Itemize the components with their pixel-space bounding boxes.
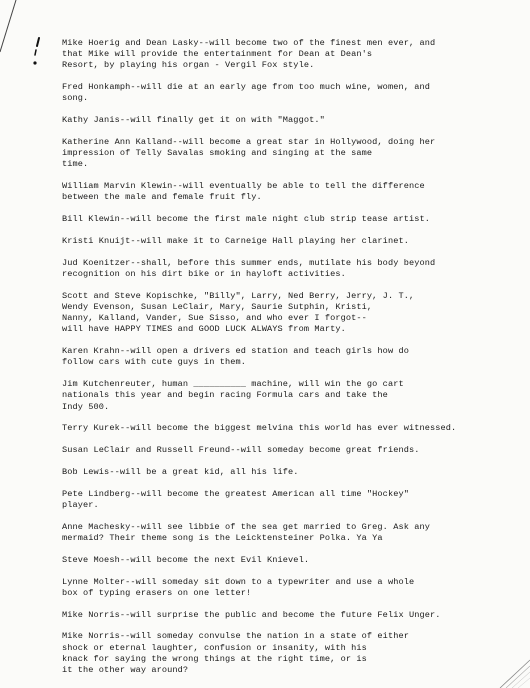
entry-continuation-line: player.: [62, 500, 99, 510]
prophecy-entry: [62, 236, 522, 247]
prophecy-entry: [62, 489, 522, 511]
prophecy-entry: [62, 346, 522, 368]
entry-continuation-line: recognition on his dirt bike or in hayloft activities.: [62, 269, 346, 279]
entry-first-line: Jim Kutchenreuter, human __________ machine, will win the go cart: [62, 379, 404, 390]
entry-continuation-line: that Mike will provide the entertainment for Dean at Dean's: [62, 49, 373, 60]
entry-first-line: Kathy Janis--will finally get it on with "Maggot.": [62, 115, 325, 126]
entry-first-line: Mike Hoerig and Dean Lasky--will become two of the finest men ever, and: [62, 38, 436, 48]
entry-continuation-line: mermaid? Their theme song is the Leicktensteiner Polka. Ya Ya: [62, 533, 383, 543]
entry-continuation-line: Wendy Evenson, Susan LeClair, Mary, Saurie Sutphin, Kristi,: [62, 302, 373, 312]
prophecy-entry: [62, 115, 522, 126]
prophecy-entry: [62, 631, 522, 676]
prophecy-entry: [62, 445, 522, 456]
entry-first-line: Pete Lindberg--will become the greatest American all time "Hockey": [62, 488, 409, 499]
entry-first-line: Lynne Molter--will someday sit down to a typewriter and use a whole: [62, 576, 415, 587]
entry-first-line: Bob Lewis--will be a great kid, all his life.: [62, 467, 299, 477]
entry-first-line: William Marvin Klewin--will eventually be able to tell the difference: [62, 181, 425, 192]
entry-continuation-line: Nanny, Kalland, Vander, Sue Sisso, and who ever I forgot--: [62, 313, 367, 324]
entry-continuation-line: song.: [62, 93, 89, 104]
entry-first-line: Steve Moesh--will become the next Evil Knievel.: [62, 554, 310, 565]
entry-first-line: Fred Honkamph--will die at an early age from too much wine, women, and: [62, 82, 430, 93]
entry-first-line: Terry Kurek--will become the biggest melvina this world has ever witnessed.: [62, 423, 457, 434]
prophecy-entry: [62, 577, 522, 599]
prophecy-entry: [62, 137, 522, 171]
prophecy-entry: [62, 522, 522, 544]
entry-continuation-line: box of typing erasers on one letter!: [62, 587, 252, 598]
entry-first-line: Karen Krahn--will open a drivers ed station and teach girls how do: [62, 346, 409, 357]
entry-first-line: Mike Norris--will someday convulse the nation in a state of either: [62, 631, 409, 642]
prophecy-entry: [62, 38, 522, 72]
entry-first-line: Susan LeClair and Russell Freund--will someday become great friends.: [62, 445, 420, 456]
entry-first-line: Jud Koenitzer--shall, before this summer ends, mutilate his body beyond: [62, 257, 436, 268]
entry-continuation-line: shock or eternal laughter, confusion or insanity, with his: [62, 642, 367, 653]
entry-continuation-line: nationals this year and begin racing Formula cars and take the: [62, 390, 388, 401]
page-corner-scan-mark: [490, 648, 530, 688]
prophecy-entry: [62, 258, 522, 280]
prophecy-entry: [62, 181, 522, 203]
entry-continuation-line: will have HAPPY TIMES and GOOD LUCK ALWAYS from Marty.: [62, 324, 346, 335]
entry-first-line: Kristi Knuijt--will make it to Carneige Hall playing her clarinet.: [62, 236, 409, 246]
entry-first-line: Mike Norris--will surprise the public and become the future Felix Unger.: [62, 609, 441, 620]
entry-continuation-line: time.: [62, 159, 89, 170]
entry-first-line: Scott and Steve Kopischke, "Billy", Larry, Ned Berry, Jerry, J. T.,: [62, 290, 415, 301]
entry-continuation-line: Resort, by playing his organ - Vergil Fox style.: [62, 60, 315, 71]
prophecy-list: [62, 38, 522, 687]
prophecy-entry: [62, 214, 522, 225]
prophecy-entry: [62, 610, 522, 621]
prophecy-entry: [62, 379, 522, 413]
entry-continuation-line: Indy 500.: [62, 401, 110, 412]
entry-continuation-line: knack for saying the wrong things at the right time, or is: [62, 653, 367, 664]
entry-continuation-line: between the male and female fruit fly.: [62, 192, 262, 203]
entry-continuation-line: it the other way around?: [62, 665, 189, 675]
prophecy-entry: [62, 423, 522, 434]
margin-pen-marks: [30, 36, 44, 76]
entry-continuation-line: impression of Telly Savalas smoking and singing at the same: [62, 148, 373, 159]
entry-first-line: Bill Klewin--will become the first male night club strip tease artist.: [62, 214, 430, 225]
entry-first-line: Katherine Ann Kalland--will become a great star in Hollywood, doing her: [62, 137, 436, 147]
prophecy-entry: [62, 82, 522, 104]
prophecy-entry: [62, 555, 522, 566]
prophecy-entry: [62, 467, 522, 478]
entry-first-line: Anne Machesky--will see libbie of the sea get married to Greg. Ask any: [62, 521, 430, 532]
entry-continuation-line: follow cars with cute guys in them.: [62, 357, 246, 368]
prophecy-entry: [62, 291, 522, 336]
